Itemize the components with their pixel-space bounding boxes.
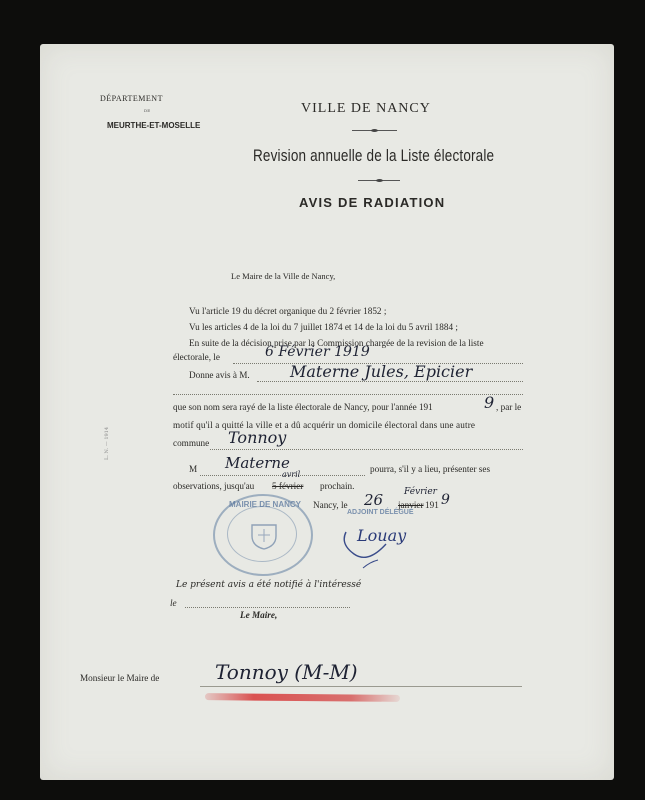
observations-label: observations, jusqu'au	[173, 481, 255, 491]
side-print-mark: L. N. — 1914	[104, 426, 110, 460]
que-son-nom: que son nom sera rayé de la liste électorale de Nancy, pour l'année 191	[173, 402, 433, 412]
ornament-dot-2	[376, 179, 383, 182]
adjoint-delegue-stamp: ADJOINT DÉLÉGUÉ	[347, 509, 414, 516]
meurthe-et-moselle-label: MEURTHE-ET-MOSELLE	[107, 121, 201, 130]
handwritten-year-digit: 9	[484, 393, 495, 412]
signature: Louay	[357, 526, 407, 545]
pourra-text: pourra, s'il y a lieu, présenter ses	[370, 464, 491, 474]
handwritten-name: Materne Jules, Epicier	[290, 362, 473, 381]
year-191: 191	[425, 500, 439, 510]
en-suite-line: En suite de la décision prise par la Commission chargée de la revision de la liste	[189, 338, 484, 348]
motif-line: motif qu'il a quitté la ville et a dû acquérir un domicile électoral dans une autre	[173, 420, 476, 430]
ornament-dot	[371, 129, 378, 132]
name-line	[257, 381, 523, 382]
le-maire-signature-label: Le Maire,	[240, 610, 278, 620]
handwritten-day: 26	[364, 491, 384, 509]
coat-of-arms-icon	[249, 522, 279, 550]
handwritten-avril: avril	[282, 470, 301, 479]
notification-date-line	[185, 607, 350, 608]
m-label: M	[189, 464, 198, 474]
le-label: le	[170, 598, 177, 608]
address-line	[200, 686, 522, 687]
handwritten-month: Février	[404, 487, 437, 497]
mairie-stamp	[213, 494, 313, 576]
commune-label: commune	[173, 438, 210, 448]
struck-fevrier: 5 février	[272, 481, 304, 491]
avis-title: AVIS DE RADIATION	[299, 195, 446, 210]
blank-line	[173, 394, 523, 395]
handwritten-commune: Tonnoy	[228, 428, 287, 447]
vu-decret: Vu l'article 19 du décret organique du 2 février 1852 ;	[189, 306, 387, 316]
handwritten-m-name: Materne	[225, 454, 290, 472]
commune-line	[210, 449, 523, 450]
ville-title: VILLE DE NANCY	[301, 101, 431, 116]
prochain-label: prochain.	[320, 481, 355, 491]
departement-label: DÉPARTEMENT	[100, 94, 163, 103]
signature-flourish	[338, 524, 428, 574]
vu-loi: Vu les articles 4 de la loi du 7 juillet 1874 et 14 de la loi du 5 avril 1884 ;	[189, 322, 458, 332]
de-label: DE	[144, 108, 151, 113]
monsieur-le-maire-de: Monsieur le Maire de	[80, 673, 160, 683]
maire-heading: Le Maire de la Ville de Nancy,	[231, 271, 336, 281]
present-avis-notifie: Le présent avis a été notifié à l'intéressé	[176, 580, 362, 590]
nancy-le: Nancy, le	[313, 500, 348, 510]
handwritten-addressee: Tonnoy (M-M)	[215, 660, 358, 684]
handwritten-year: 9	[441, 492, 450, 508]
struck-janvier: janvier	[398, 500, 424, 510]
par-le: , par le	[496, 402, 522, 412]
electorale-le: électorale, le	[173, 352, 220, 362]
donne-avis: Donne avis à M.	[189, 370, 250, 380]
handwritten-date: 6 Février 1919	[265, 344, 370, 360]
revision-title: Revision annuelle de la Liste électorale	[253, 147, 495, 165]
stamp-ring-text: MAIRIE DE NANCY	[229, 500, 302, 509]
